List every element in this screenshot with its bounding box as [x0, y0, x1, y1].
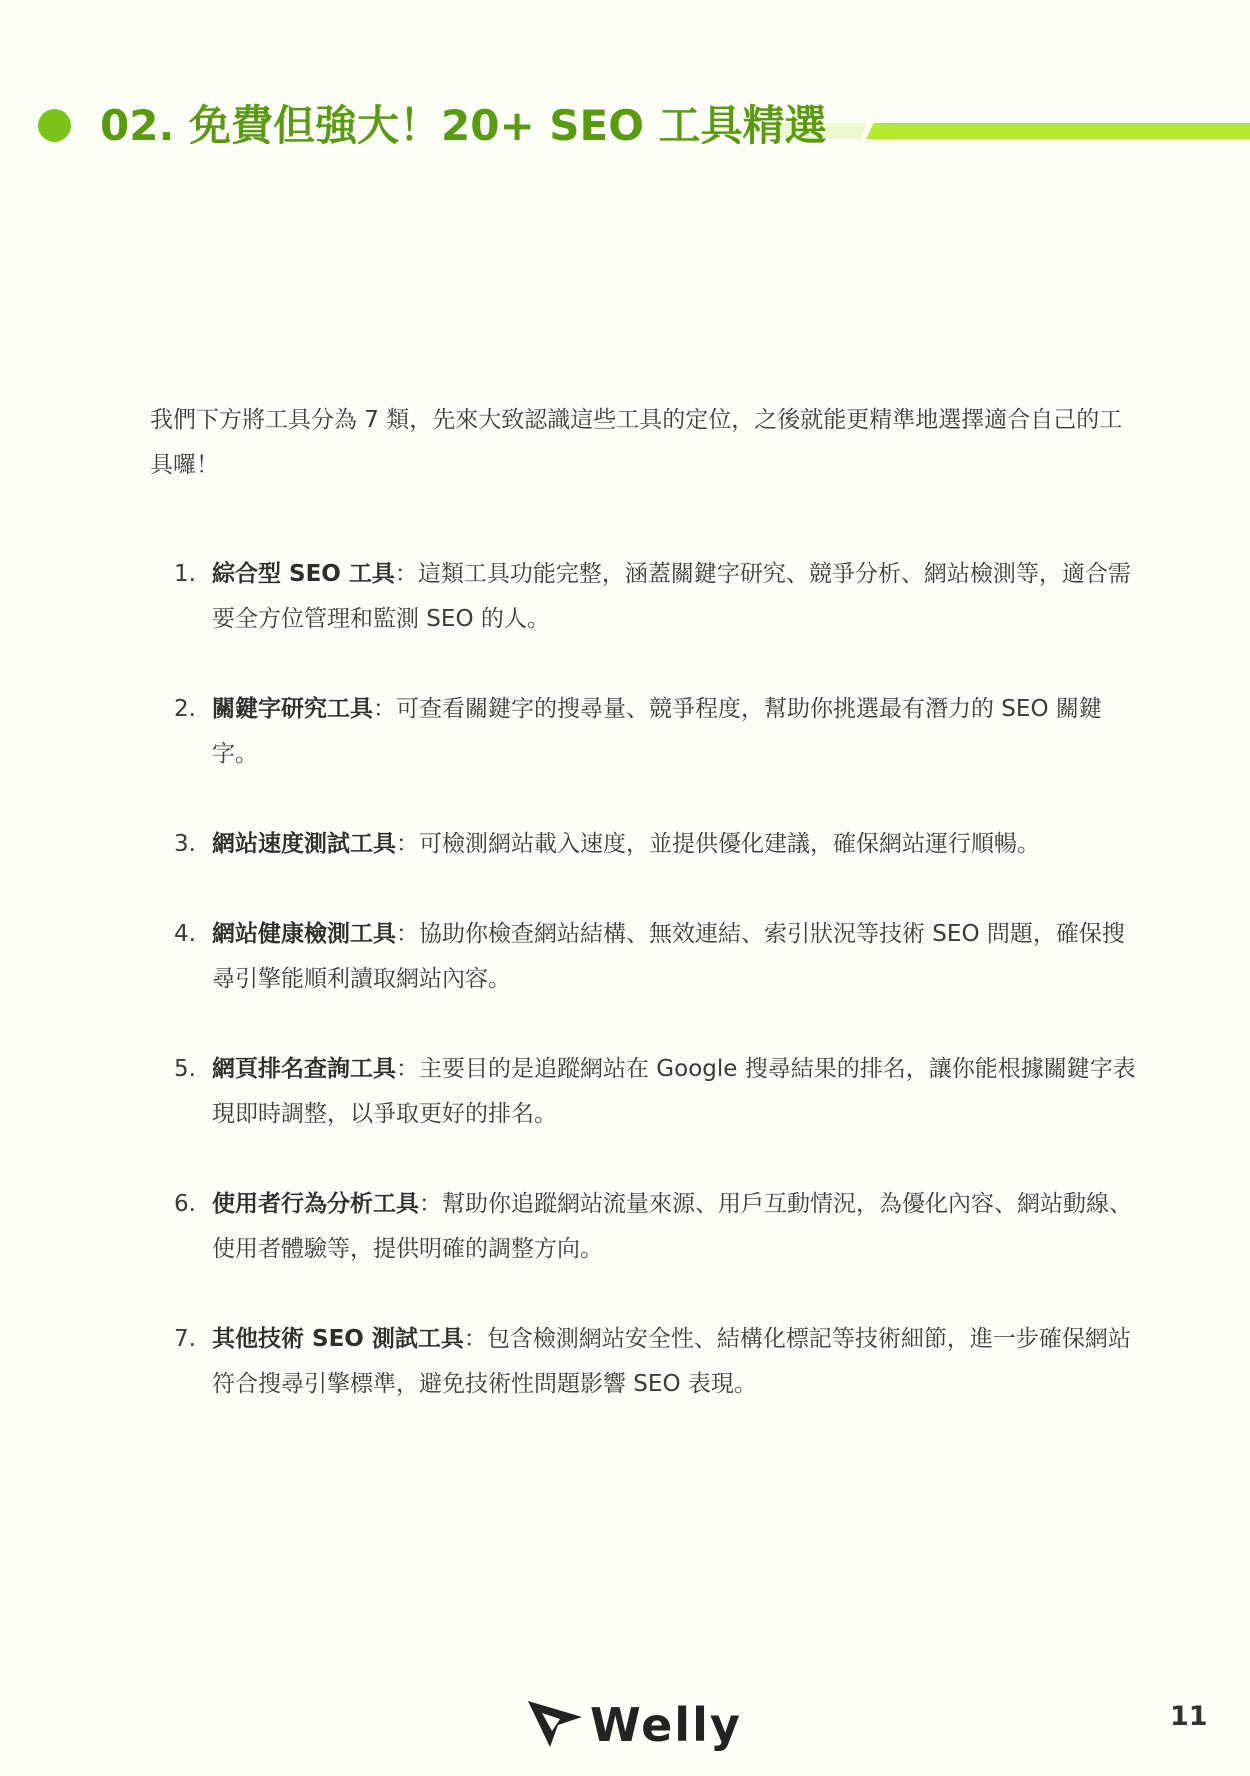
list-number: 4. [174, 921, 196, 947]
list-description: ：主要目的是追蹤網站在 Google 搜尋結果的排名，讓你能根據關鍵字表現即時調整，以爭取更好的排名。 [212, 1056, 1136, 1127]
list-term: 使用者行為分析工具 [212, 1191, 419, 1217]
welly-logo [528, 1695, 742, 1755]
tool-category-list [150, 552, 1136, 1452]
intro-paragraph: 我們下方將工具分為 7 類，先來大致認識這些工具的定位，之後就能更精準地選擇適合自己的工具囉！ [150, 407, 1123, 478]
list-item [150, 552, 1136, 642]
list-item [150, 1317, 1136, 1407]
section-header [0, 0, 1250, 200]
list-term: 網頁排名查詢工具 [212, 1056, 396, 1082]
list-number: 2. [174, 696, 196, 722]
list-term: 綜合型 SEO 工具 [212, 561, 395, 587]
list-term: 關鍵字研究工具 [212, 696, 373, 722]
list-description: ：協助你檢查網站結構、無效連結、索引狀況等技術 SEO 問題，確保搜尋引擎能順利讀取網站內容。 [212, 921, 1125, 992]
list-description: ：包含檢測網站安全性、結構化標記等技術細節，進一步確保網站符合搜尋引擎標準，避免技術性問題影響 SEO 表現。 [212, 1326, 1131, 1397]
list-item [150, 822, 1136, 867]
bullet-dot-icon [38, 109, 71, 142]
header-decor-bar [866, 123, 1250, 139]
list-term: 其他技術 SEO 測試工具 [212, 1326, 464, 1352]
list-description: ：幫助你追蹤網站流量來源、用戶互動情況，為優化內容、網站動線、使用者體驗等，提供明確的調整方向。 [212, 1191, 1132, 1262]
list-number: 5. [174, 1056, 196, 1082]
list-item [150, 687, 1136, 777]
list-number: 1. [174, 561, 196, 587]
list-term: 網站速度測試工具 [212, 831, 396, 857]
brand-name: Welly [590, 1698, 742, 1752]
list-item [150, 1182, 1136, 1272]
page-number: 11 [1170, 1701, 1208, 1732]
page-title: 02. 免費但強大！20+ SEO 工具精選 [100, 101, 827, 150]
list-term: 網站健康檢測工具 [212, 921, 396, 947]
list-number: 7. [174, 1326, 196, 1352]
welly-logo-mark-icon [528, 1701, 582, 1747]
list-description: ：可查看關鍵字的搜尋量、競爭程度，幫助你挑選最有潛力的 SEO 關鍵字。 [212, 696, 1102, 767]
list-number: 6. [174, 1191, 196, 1217]
list-description: ：可檢測網站載入速度，並提供優化建議，確保網站運行順暢。 [396, 831, 1040, 857]
list-number: 3. [174, 831, 196, 857]
list-description: ：這類工具功能完整，涵蓋關鍵字研究、競爭分析、網站檢測等，適合需要全方位管理和監測 SEO 的人。 [212, 561, 1131, 632]
list-item [150, 1047, 1136, 1137]
list-item [150, 912, 1136, 1002]
